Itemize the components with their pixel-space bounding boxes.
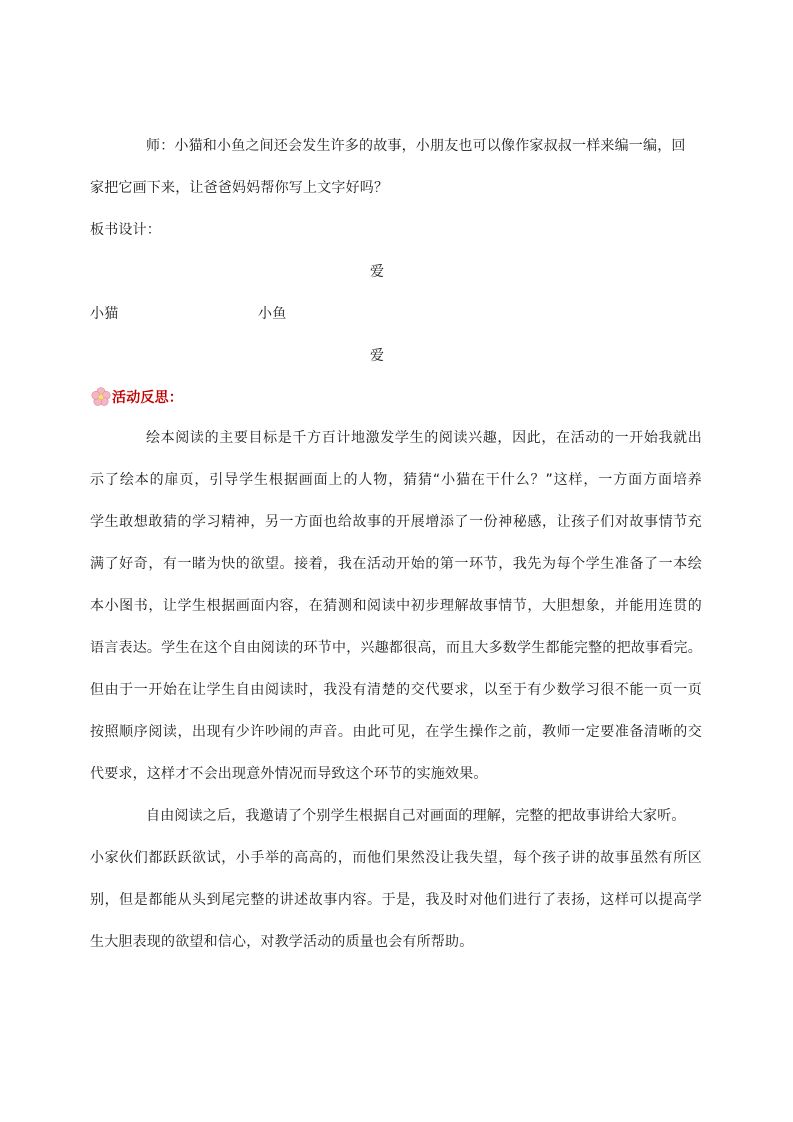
reflection-heading-text: 活动反思： [112, 390, 183, 406]
teacher-paragraph-line-1: 师：小猫和小鱼之间还会发生许多的故事，小朋友也可以像作家叔叔一样来编一编，回 [146, 138, 686, 154]
reflection-p2-line-4: 生大胆表现的欲望和信心，对教学活动的质量也会有所帮助。 [90, 934, 474, 950]
reflection-p2-line-2: 小家伙们都跃跃欲试，小手举的高高的，而他们果然没让我失望，每个孩子讲的故事虽然有所区 [90, 850, 702, 866]
board-design-label: 板书设计： [90, 222, 161, 238]
reflection-p1-line-3: 学生敢想敢猜的学习精神，另一方面也给故事的开展增添了一份神秘感，让孩子们对故事情节充 [90, 514, 702, 530]
flower-icon [90, 386, 112, 408]
reflection-p1-line-5: 本小图书，让学生根据画面内容，在猜测和阅读中初步理解故事情节，大胆想象，并能用连贯的 [90, 598, 702, 614]
reflection-p1-line-2: 示了绘本的扉页，引导学生根据画面上的人物，猜猜“小猫在干什么？”这样，一方面方面培养 [90, 472, 702, 488]
reflection-p1-line-4: 满了好奇，有一睹为快的欲望。接着，我在活动开始的第一环节，我先为每个学生准备了一本绘 [90, 556, 702, 572]
teacher-paragraph-line-2: 家把它画下来，让爸爸妈妈帮你写上文字好吗？ [90, 180, 389, 196]
reflection-p1-line-6: 语言表达。学生在这个自由阅读的环节中，兴趣都很高，而且大多数学生都能完整的把故事看完。 [90, 640, 702, 656]
reflection-p1-line-1: 绘本阅读的主要目标是千方百计地激发学生的阅读兴趣，因此，在活动的一开始我就出 [146, 430, 702, 446]
board-top-word: 爱 [370, 264, 385, 280]
board-bottom-word: 爱 [370, 348, 385, 364]
reflection-heading [90, 386, 183, 408]
reflection-p2-line-3: 别，但是都能从头到尾完整的讲述故事内容。于是，我及时对他们进行了表扬，这样可以提高学 [90, 892, 702, 908]
board-left-word: 小猫 [90, 306, 119, 322]
reflection-p1-line-9: 代要求，这样才不会出现意外情况而导致这个环节的实施效果。 [90, 766, 488, 782]
reflection-p1-line-7: 但由于一开始在让学生自由阅读时，我没有清楚的交代要求，以至于有少数学习很不能一页一页 [90, 682, 702, 698]
reflection-p2-line-1: 自由阅读之后，我邀请了个别学生根据自己对画面的理解，完整的把故事讲给大家听。 [146, 808, 686, 824]
board-right-word: 小鱼 [258, 306, 287, 322]
reflection-p1-line-8: 按照顺序阅读，出现有少许吵闹的声音。由此可见，在学生操作之前，教师一定要准备清晰的交 [90, 724, 702, 740]
